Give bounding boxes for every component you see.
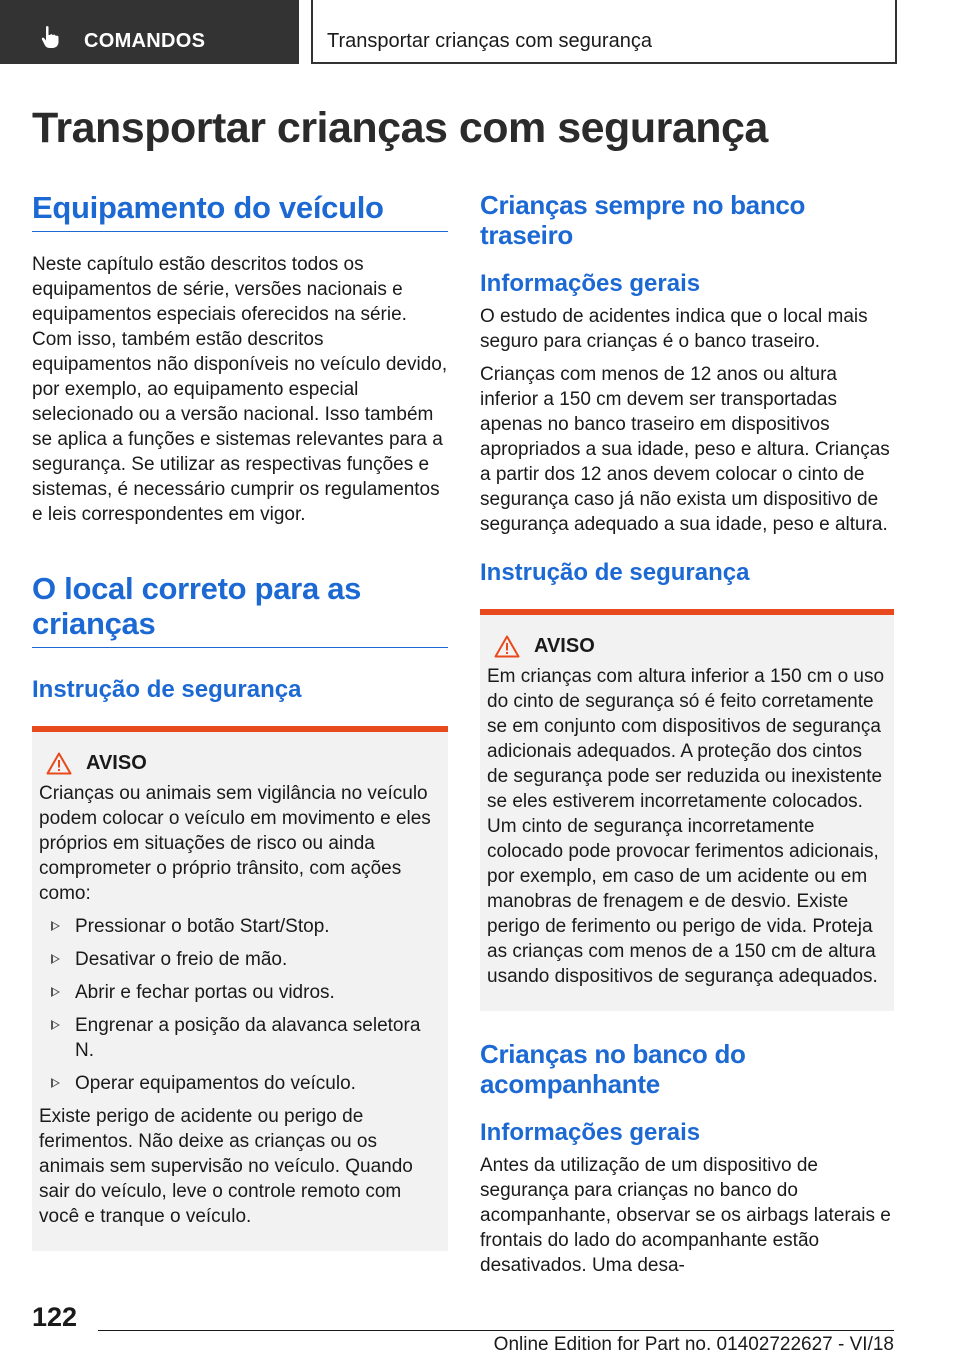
paragraph-info1b: Crianças com menos de 12 anos ou altura inferior a 150 cm devem ser transportadas apenas no banco traseiro em dispositivos apropriados a sua idade, peso e altura. Crianças a partir dos 12 anos devem colocar o cinto de segurança caso já não exista um dispositivo de segurança adequado a sua idade, peso e altura. bbox=[480, 364, 890, 535]
heading-equipamento: Equipamento do veículo bbox=[32, 190, 448, 232]
heading-local-correto: O local correto para as crianças bbox=[32, 571, 448, 648]
header-title: Transportar crianças com segurança bbox=[327, 30, 652, 52]
heading-instrucao-left: Instrução de segurança bbox=[32, 676, 302, 703]
warning-list bbox=[39, 914, 440, 1096]
warning-title: AVISO bbox=[534, 635, 595, 657]
list-item: Engrenar a posição da alavanca seletora N. bbox=[39, 1013, 440, 1063]
heading-instrucao-right: Instrução de segurança bbox=[480, 559, 750, 586]
page-title: Transportar crianças com segurança bbox=[32, 104, 768, 152]
heading-informacoes-gerais-2: Informações gerais bbox=[480, 1119, 701, 1146]
warning-intro: Crianças ou animais sem vigilância no veículo podem colocar o veículo em movimento e eles próprios em situações de risco ou ainda comprometer o próprio trânsito, com ações como: bbox=[39, 783, 431, 904]
pointing-hand-icon bbox=[40, 25, 62, 49]
warning-title: AVISO bbox=[86, 752, 147, 774]
paragraph-equipamento: Neste capítulo estão descritos todos os equipamentos de série, versões nacionais e equipamentos especiais oferecidos na série. Com isso, também estão descritos equipamentos não disponíveis no veículo devido, por exemplo, ao equipamento especial selecionado ou a versão nacional. Isso também se aplica a funções e sistemas relevantes para a segurança. Se utilizar as respectivas funções e sistemas, é necessário cumprir os regulamentos e leis correspondentes em vigor. bbox=[32, 254, 448, 525]
section-label: COMANDOS bbox=[84, 30, 206, 52]
list-item: Operar equipamentos do veículo. bbox=[39, 1071, 440, 1096]
warning-text: Em crianças com altura inferior a 150 cm o uso do cinto de segurança só é feito corretamente se em conjunto com dispositivos de segurança adicionais adequados. A proteção dos cintos de segurança pode ser reduzida ou inexistente se eles estiverem incorretamente colocados. Um cinto de segurança incorretamente colocado pode provocar ferimentos adicionais, por exemplo, em caso de um acidente ou em manobras de frenagem e de desvio. Existe perigo de ferimento ou perigo de vida. Proteja as crianças com menos de a 150 cm de altura usando dispositivos de segurança adequados. bbox=[487, 666, 885, 987]
warning-box-left bbox=[32, 726, 448, 1251]
warning-triangle-icon bbox=[494, 635, 520, 658]
footer-rule bbox=[98, 1330, 894, 1331]
paragraph-info2: Antes da utilização de um dispositivo de segurança para crianças no banco do acompanhante, observar se os airbags laterais e frontais do lado do acompanhante estão desativados. Uma desa- bbox=[480, 1155, 891, 1276]
heading-banco-traseiro: Crianças sempre no banco traseiro bbox=[480, 190, 806, 250]
heading-informacoes-gerais-1: Informações gerais bbox=[480, 270, 701, 297]
heading-banco-acompanhante: Crianças no banco do acompanhante bbox=[480, 1039, 746, 1099]
page-number: 122 bbox=[32, 1302, 78, 1332]
warning-triangle-icon bbox=[46, 752, 72, 775]
list-item: Abrir e fechar portas ou vidros. bbox=[39, 980, 440, 1005]
paragraph-info1a: O estudo de acidentes indica que o local mais seguro para crianças é o banco traseiro. bbox=[480, 306, 868, 352]
footer-edition: Online Edition for Part no. 01402722627 - VI/18 bbox=[493, 1334, 894, 1355]
list-item: Pressionar o botão Start/Stop. bbox=[39, 914, 440, 939]
warning-box-right bbox=[480, 609, 894, 1011]
right-column bbox=[480, 190, 894, 1278]
list-item: Desativar o freio de mão. bbox=[39, 947, 440, 972]
left-column bbox=[32, 190, 448, 1251]
warning-outro: Existe perigo de acidente ou perigo de ferimentos. Não deixe as crianças ou os animais sem supervisão no veículo. Quando sair do veículo, leve o controle remoto com você e tranque o veículo. bbox=[39, 1106, 413, 1227]
